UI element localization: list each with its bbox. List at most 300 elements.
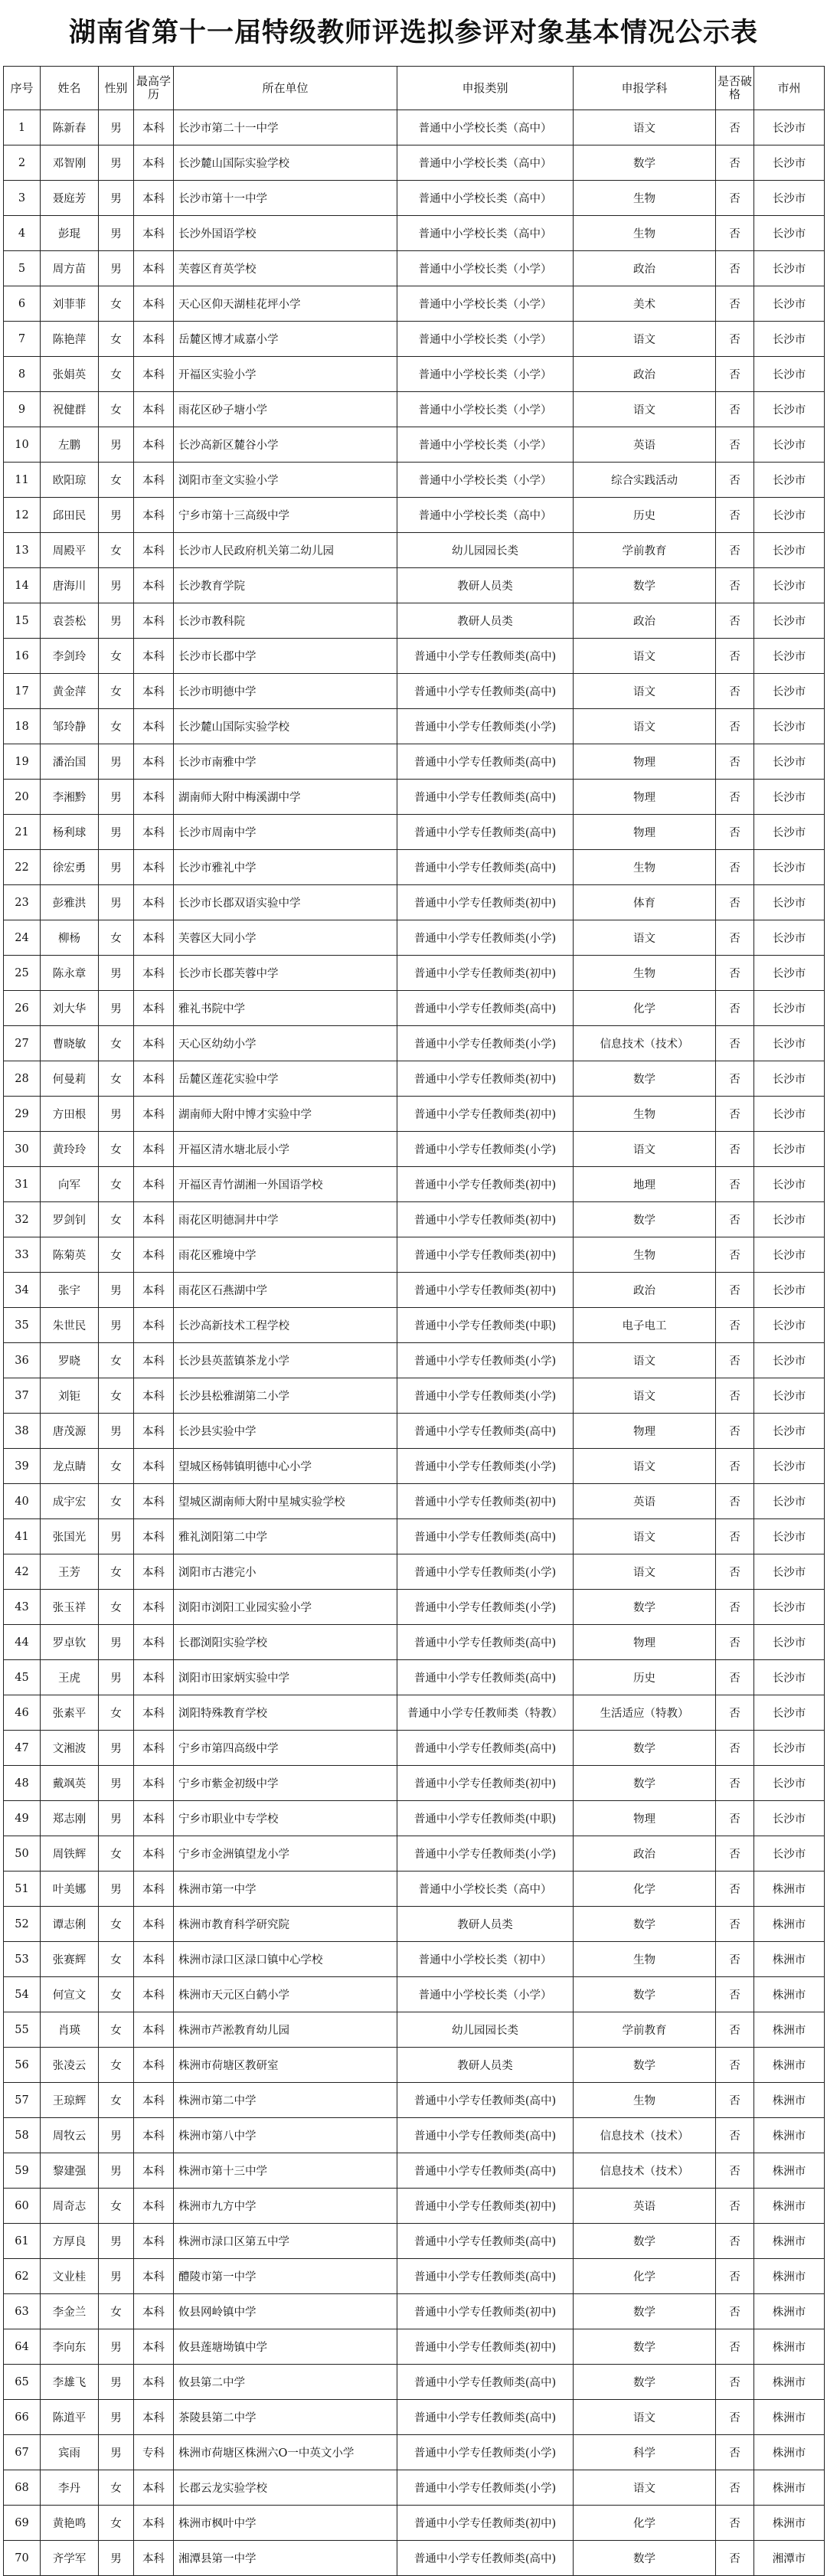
cell-education: 本科 [134, 1308, 174, 1343]
cell-subject: 数学 [574, 1202, 716, 1237]
cell-unit: 株洲市第一中学 [174, 1872, 397, 1907]
cell-education: 本科 [134, 1484, 174, 1519]
cell-gender: 女 [99, 1202, 134, 1237]
cell-name: 周铁辉 [41, 1836, 99, 1872]
header-no: 序号 [4, 67, 41, 110]
cell-category: 普通中小学专任教师类(高中) [397, 2153, 574, 2189]
cell-subject: 数学 [574, 2329, 716, 2365]
cell-subject: 化学 [574, 1872, 716, 1907]
cell-education: 本科 [134, 1801, 174, 1836]
cell-no: 49 [4, 1801, 41, 1836]
cell-unit: 雨花区石燕湖中学 [174, 1273, 397, 1308]
cell-name: 齐学军 [41, 2541, 99, 2576]
table-row [4, 1942, 825, 1977]
cell-education: 本科 [134, 1590, 174, 1625]
cell-education: 本科 [134, 2294, 174, 2329]
cell-name: 黎建强 [41, 2153, 99, 2189]
cell-category: 普通中小学校长类（高中） [397, 145, 574, 181]
table-row [4, 1731, 825, 1766]
cell-no: 53 [4, 1942, 41, 1977]
cell-unit: 雅礼书院中学 [174, 991, 397, 1026]
cell-exception: 否 [716, 1766, 754, 1801]
table-row [4, 2470, 825, 2506]
cell-category: 普通中小学专任教师类(小学) [397, 2470, 574, 2506]
cell-category: 普通中小学专任教师类(初中) [397, 2329, 574, 2365]
cell-education: 本科 [134, 1766, 174, 1801]
cell-no: 59 [4, 2153, 41, 2189]
cell-exception: 否 [716, 1731, 754, 1766]
cell-gender: 男 [99, 744, 134, 780]
cell-name: 陈道平 [41, 2400, 99, 2435]
cell-exception: 否 [716, 2541, 754, 2576]
cell-subject: 生活适应（特教） [574, 1695, 716, 1731]
cell-category: 普通中小学专任教师类(高中) [397, 2224, 574, 2259]
cell-city: 长沙市 [754, 744, 825, 780]
cell-no: 44 [4, 1625, 41, 1660]
cell-no: 5 [4, 251, 41, 286]
table-row [4, 2541, 825, 2576]
cell-gender: 女 [99, 1554, 134, 1590]
cell-category: 普通中小学专任教师类(初中) [397, 885, 574, 920]
cell-education: 本科 [134, 2470, 174, 2506]
cell-education: 本科 [134, 2048, 174, 2083]
cell-name: 曹晓敏 [41, 1026, 99, 1061]
table-row [4, 533, 825, 568]
cell-city: 长沙市 [754, 603, 825, 639]
cell-gender: 男 [99, 1660, 134, 1695]
cell-education: 本科 [134, 1942, 174, 1977]
cell-no: 21 [4, 815, 41, 850]
cell-no: 28 [4, 1061, 41, 1097]
cell-no: 8 [4, 357, 41, 392]
cell-city: 长沙市 [754, 991, 825, 1026]
cell-education: 本科 [134, 463, 174, 498]
cell-exception: 否 [716, 1977, 754, 2012]
cell-subject: 数学 [574, 2048, 716, 2083]
cell-exception: 否 [716, 1026, 754, 1061]
cell-subject: 物理 [574, 744, 716, 780]
cell-category: 普通中小学专任教师类(小学) [397, 1554, 574, 1590]
cell-unit: 长沙市长郡芙蓉中学 [174, 956, 397, 991]
cell-no: 11 [4, 463, 41, 498]
cell-education: 本科 [134, 956, 174, 991]
cell-unit: 芙蓉区育英学校 [174, 251, 397, 286]
cell-category: 普通中小学专任教师类(高中) [397, 1414, 574, 1449]
cell-exception: 否 [716, 2048, 754, 2083]
cell-city: 株洲市 [754, 2365, 825, 2400]
table-row [4, 2189, 825, 2224]
cell-education: 本科 [134, 1836, 174, 1872]
cell-name: 陈永章 [41, 956, 99, 991]
cell-city: 长沙市 [754, 1343, 825, 1378]
header-education: 最高学历 [134, 67, 174, 110]
cell-subject: 数学 [574, 2365, 716, 2400]
cell-exception: 否 [716, 780, 754, 815]
cell-exception: 否 [716, 1590, 754, 1625]
cell-gender: 男 [99, 2118, 134, 2153]
cell-category: 普通中小学专任教师类(高中) [397, 674, 574, 709]
cell-education: 本科 [134, 1132, 174, 1167]
cell-no: 22 [4, 850, 41, 885]
cell-unit: 宁乡市第十三高级中学 [174, 498, 397, 533]
cell-subject: 生物 [574, 850, 716, 885]
cell-name: 陈艳萍 [41, 322, 99, 357]
cell-exception: 否 [716, 392, 754, 427]
cell-category: 普通中小学专任教师类(高中) [397, 1660, 574, 1695]
cell-gender: 男 [99, 2435, 134, 2470]
cell-unit: 长沙麓山国际实验学校 [174, 145, 397, 181]
cell-city: 长沙市 [754, 110, 825, 145]
table-row [4, 850, 825, 885]
cell-city: 长沙市 [754, 1378, 825, 1414]
cell-exception: 否 [716, 533, 754, 568]
cell-unit: 长沙外国语学校 [174, 216, 397, 251]
cell-name: 何曼莉 [41, 1061, 99, 1097]
cell-gender: 男 [99, 1414, 134, 1449]
table-row [4, 2259, 825, 2294]
cell-no: 62 [4, 2259, 41, 2294]
cell-no: 43 [4, 1590, 41, 1625]
cell-exception: 否 [716, 2470, 754, 2506]
cell-name: 欧阳琼 [41, 463, 99, 498]
cell-category: 普通中小学校长类（小学） [397, 1977, 574, 2012]
cell-category: 普通中小学校长类（初中） [397, 1942, 574, 1977]
cell-no: 20 [4, 780, 41, 815]
cell-subject: 语文 [574, 392, 716, 427]
cell-category: 普通中小学专任教师类(小学) [397, 1378, 574, 1414]
cell-category: 普通中小学专任教师类(初中) [397, 2189, 574, 2224]
cell-category: 普通中小学专任教师类(高中) [397, 1519, 574, 1554]
cell-gender: 女 [99, 2189, 134, 2224]
cell-unit: 长郡云龙实验学校 [174, 2470, 397, 2506]
cell-unit: 开福区青竹湖湘一外国语学校 [174, 1167, 397, 1202]
cell-name: 刘钜 [41, 1378, 99, 1414]
cell-education: 本科 [134, 1907, 174, 1942]
cell-category: 普通中小学专任教师类(小学) [397, 1026, 574, 1061]
cell-gender: 男 [99, 956, 134, 991]
cell-name: 谭志俐 [41, 1907, 99, 1942]
cell-no: 57 [4, 2083, 41, 2118]
cell-unit: 浏阳市奎文实验小学 [174, 463, 397, 498]
cell-no: 29 [4, 1097, 41, 1132]
cell-gender: 女 [99, 709, 134, 744]
cell-no: 25 [4, 956, 41, 991]
table-row [4, 1343, 825, 1378]
cell-name: 袁荟松 [41, 603, 99, 639]
table-row [4, 498, 825, 533]
cell-category: 普通中小学专任教师类(中职) [397, 1308, 574, 1343]
cell-category: 普通中小学专任教师类(初中) [397, 2506, 574, 2541]
cell-city: 长沙市 [754, 1308, 825, 1343]
cell-category: 普通中小学专任教师类(高中) [397, 2259, 574, 2294]
cell-name: 郑志刚 [41, 1801, 99, 1836]
cell-unit: 长沙市第十一中学 [174, 181, 397, 216]
cell-no: 35 [4, 1308, 41, 1343]
cell-exception: 否 [716, 2153, 754, 2189]
cell-unit: 攸县网岭镇中学 [174, 2294, 397, 2329]
cell-no: 36 [4, 1343, 41, 1378]
cell-gender: 女 [99, 357, 134, 392]
cell-category: 普通中小学专任教师类(高中) [397, 2118, 574, 2153]
cell-city: 长沙市 [754, 216, 825, 251]
cell-gender: 男 [99, 1519, 134, 1554]
cell-category: 普通中小学专任教师类(小学) [397, 1132, 574, 1167]
cell-exception: 否 [716, 1061, 754, 1097]
cell-category: 普通中小学专任教师类(高中) [397, 2083, 574, 2118]
cell-no: 47 [4, 1731, 41, 1766]
cell-category: 普通中小学专任教师类(初中) [397, 1273, 574, 1308]
cell-subject: 语文 [574, 322, 716, 357]
table-row [4, 1378, 825, 1414]
cell-no: 38 [4, 1414, 41, 1449]
cell-no: 15 [4, 603, 41, 639]
cell-no: 6 [4, 286, 41, 322]
cell-gender: 男 [99, 568, 134, 603]
table-row [4, 427, 825, 463]
table-row [4, 2435, 825, 2470]
cell-gender: 女 [99, 1343, 134, 1378]
cell-unit: 株洲市渌口区渌口镇中心学校 [174, 1942, 397, 1977]
cell-name: 罗晓 [41, 1343, 99, 1378]
cell-city: 长沙市 [754, 1414, 825, 1449]
cell-category: 普通中小学校长类（小学） [397, 286, 574, 322]
cell-category: 普通中小学专任教师类(高中) [397, 1731, 574, 1766]
cell-name: 黄玲玲 [41, 1132, 99, 1167]
cell-city: 株洲市 [754, 2224, 825, 2259]
cell-exception: 否 [716, 2189, 754, 2224]
cell-education: 本科 [134, 2083, 174, 2118]
cell-unit: 宁乡市职业中专学校 [174, 1801, 397, 1836]
cell-gender: 女 [99, 1695, 134, 1731]
cell-name: 李雄飞 [41, 2365, 99, 2400]
cell-category: 普通中小学专任教师类（特教） [397, 1695, 574, 1731]
cell-exception: 否 [716, 956, 754, 991]
cell-gender: 女 [99, 1061, 134, 1097]
cell-city: 株洲市 [754, 2435, 825, 2470]
cell-subject: 数学 [574, 2541, 716, 2576]
cell-education: 本科 [134, 2118, 174, 2153]
cell-exception: 否 [716, 674, 754, 709]
cell-unit: 宁乡市金洲镇望龙小学 [174, 1836, 397, 1872]
cell-name: 王琼辉 [41, 2083, 99, 2118]
cell-category: 普通中小学专任教师类(初中) [397, 1484, 574, 1519]
cell-education: 本科 [134, 674, 174, 709]
cell-exception: 否 [716, 1519, 754, 1554]
cell-city: 株洲市 [754, 1907, 825, 1942]
cell-gender: 女 [99, 2470, 134, 2506]
cell-city: 长沙市 [754, 251, 825, 286]
cell-category: 普通中小学专任教师类(高中) [397, 2541, 574, 2576]
cell-gender: 男 [99, 110, 134, 145]
cell-category: 普通中小学校长类（高中） [397, 498, 574, 533]
cell-education: 本科 [134, 780, 174, 815]
table-row [4, 1590, 825, 1625]
cell-category: 普通中小学专任教师类(小学) [397, 1590, 574, 1625]
cell-category: 普通中小学校长类（高中） [397, 181, 574, 216]
cell-education: 本科 [134, 1237, 174, 1273]
table-row [4, 1872, 825, 1907]
cell-exception: 否 [716, 1625, 754, 1660]
cell-unit: 宁乡市第四高级中学 [174, 1731, 397, 1766]
cell-category: 普通中小学校长类（高中） [397, 1872, 574, 1907]
cell-unit: 长沙市长郡中学 [174, 639, 397, 674]
cell-no: 55 [4, 2012, 41, 2048]
cell-subject: 政治 [574, 1273, 716, 1308]
cell-no: 54 [4, 1977, 41, 2012]
cell-subject: 学前教育 [574, 2012, 716, 2048]
cell-city: 长沙市 [754, 1484, 825, 1519]
cell-no: 17 [4, 674, 41, 709]
cell-unit: 株洲市第八中学 [174, 2118, 397, 2153]
cell-subject: 英语 [574, 1484, 716, 1519]
table-row [4, 744, 825, 780]
cell-subject: 美术 [574, 286, 716, 322]
cell-name: 李剑玲 [41, 639, 99, 674]
cell-gender: 女 [99, 1590, 134, 1625]
table-row [4, 2329, 825, 2365]
cell-name: 朱世民 [41, 1308, 99, 1343]
table-row [4, 1660, 825, 1695]
cell-education: 本科 [134, 427, 174, 463]
cell-name: 周牧云 [41, 2118, 99, 2153]
cell-name: 周奇志 [41, 2189, 99, 2224]
table-row [4, 1519, 825, 1554]
table-row [4, 2048, 825, 2083]
cell-exception: 否 [716, 322, 754, 357]
cell-gender: 女 [99, 1026, 134, 1061]
cell-unit: 长沙麓山国际实验学校 [174, 709, 397, 744]
cell-subject: 数学 [574, 2224, 716, 2259]
cell-gender: 男 [99, 850, 134, 885]
cell-category: 普通中小学专任教师类(初中) [397, 1766, 574, 1801]
cell-education: 本科 [134, 850, 174, 885]
cell-unit: 宁乡市紫金初级中学 [174, 1766, 397, 1801]
cell-exception: 否 [716, 286, 754, 322]
cell-city: 株洲市 [754, 2153, 825, 2189]
cell-exception: 否 [716, 1449, 754, 1484]
table-row [4, 2012, 825, 2048]
cell-exception: 否 [716, 427, 754, 463]
cell-subject: 语文 [574, 1343, 716, 1378]
cell-education: 本科 [134, 1414, 174, 1449]
cell-city: 长沙市 [754, 392, 825, 427]
cell-gender: 男 [99, 2541, 134, 2576]
cell-education: 本科 [134, 603, 174, 639]
cell-gender: 女 [99, 322, 134, 357]
cell-subject: 政治 [574, 357, 716, 392]
cell-no: 16 [4, 639, 41, 674]
cell-subject: 物理 [574, 1801, 716, 1836]
table-row [4, 1237, 825, 1273]
cell-exception: 否 [716, 1484, 754, 1519]
cell-city: 长沙市 [754, 1554, 825, 1590]
cell-no: 58 [4, 2118, 41, 2153]
table-row [4, 1836, 825, 1872]
cell-subject: 语文 [574, 110, 716, 145]
cell-no: 1 [4, 110, 41, 145]
table-row [4, 1132, 825, 1167]
cell-no: 18 [4, 709, 41, 744]
cell-education: 本科 [134, 181, 174, 216]
cell-education: 本科 [134, 2400, 174, 2435]
cell-unit: 望城区杨韩镇明德中心小学 [174, 1449, 397, 1484]
cell-category: 普通中小学专任教师类(初中) [397, 1167, 574, 1202]
cell-education: 本科 [134, 1273, 174, 1308]
cell-gender: 男 [99, 427, 134, 463]
cell-name: 文湘波 [41, 1731, 99, 1766]
cell-gender: 女 [99, 639, 134, 674]
cell-education: 专科 [134, 2435, 174, 2470]
cell-education: 本科 [134, 920, 174, 956]
cell-subject: 电子电工 [574, 1308, 716, 1343]
cell-unit: 雨花区明德洞井中学 [174, 1202, 397, 1237]
cell-unit: 长沙县实验中学 [174, 1414, 397, 1449]
cell-subject: 政治 [574, 1836, 716, 1872]
cell-gender: 女 [99, 286, 134, 322]
cell-education: 本科 [134, 2153, 174, 2189]
cell-category: 普通中小学专任教师类(小学) [397, 709, 574, 744]
cell-subject: 生物 [574, 216, 716, 251]
cell-education: 本科 [134, 1731, 174, 1766]
cell-unit: 开福区清水塘北辰小学 [174, 1132, 397, 1167]
cell-gender: 男 [99, 181, 134, 216]
cell-subject: 语文 [574, 2400, 716, 2435]
cell-subject: 语文 [574, 1554, 716, 1590]
table-row [4, 1554, 825, 1590]
cell-subject: 信息技术（技术） [574, 1026, 716, 1061]
cell-subject: 地理 [574, 1167, 716, 1202]
cell-city: 株洲市 [754, 2259, 825, 2294]
cell-unit: 天心区仰天湖桂花坪小学 [174, 286, 397, 322]
cell-name: 刘大华 [41, 991, 99, 1026]
cell-category: 幼儿园园长类 [397, 2012, 574, 2048]
cell-no: 12 [4, 498, 41, 533]
cell-category: 普通中小学专任教师类(小学) [397, 1836, 574, 1872]
cell-category: 普通中小学专任教师类(初中) [397, 2294, 574, 2329]
table-row [4, 2153, 825, 2189]
cell-city: 株洲市 [754, 2506, 825, 2541]
cell-city: 株洲市 [754, 2048, 825, 2083]
cell-no: 48 [4, 1766, 41, 1801]
cell-name: 张宇 [41, 1273, 99, 1308]
cell-no: 45 [4, 1660, 41, 1695]
cell-city: 长沙市 [754, 1590, 825, 1625]
table-row [4, 1484, 825, 1519]
cell-gender: 男 [99, 2153, 134, 2189]
cell-unit: 长沙教育学院 [174, 568, 397, 603]
cell-city: 长沙市 [754, 1097, 825, 1132]
cell-exception: 否 [716, 145, 754, 181]
cell-gender: 男 [99, 1801, 134, 1836]
cell-exception: 否 [716, 1836, 754, 1872]
table-row [4, 1167, 825, 1202]
cell-exception: 否 [716, 2118, 754, 2153]
cell-category: 普通中小学校长类（小学） [397, 427, 574, 463]
cell-city: 长沙市 [754, 885, 825, 920]
table-row [4, 920, 825, 956]
cell-category: 普通中小学校长类（小学） [397, 251, 574, 286]
cell-category: 普通中小学校长类（高中） [397, 216, 574, 251]
cell-city: 长沙市 [754, 1836, 825, 1872]
cell-unit: 浏阳市古港完小 [174, 1554, 397, 1590]
cell-city: 湘潭市 [754, 2541, 825, 2576]
cell-no: 41 [4, 1519, 41, 1554]
cell-category: 教研人员类 [397, 2048, 574, 2083]
cell-subject: 历史 [574, 498, 716, 533]
cell-education: 本科 [134, 2365, 174, 2400]
cell-gender: 女 [99, 1942, 134, 1977]
cell-name: 陈菊英 [41, 1237, 99, 1273]
